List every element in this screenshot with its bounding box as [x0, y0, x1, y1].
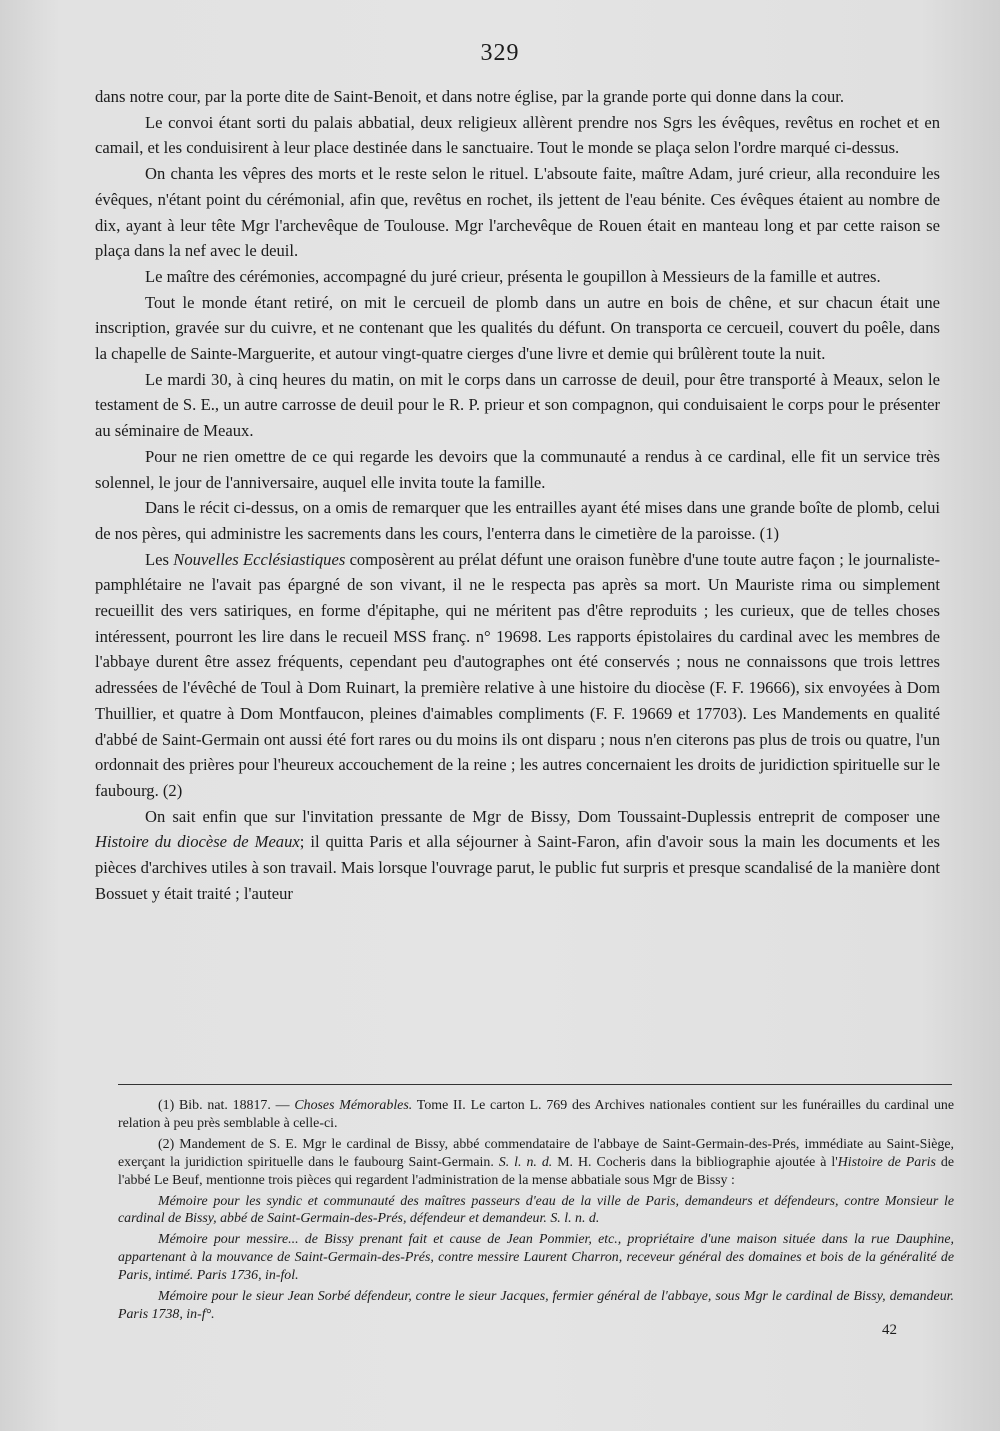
paragraph-7: Pour ne rien omettre de ce qui regarde les devoirs que la communauté a rendus à ce cardinal, elle fit un service très solennel, le jour de l'anniversaire, auquel elle invita toute la famille.: [95, 446, 940, 492]
footnote-2-lead: (2) Mandement de S. E. Mgr le cardinal de Bissy, abbé commendataire de l'abbaye de Saint-Germain-des-Prés, immédiate au Saint-Siège, exerçant la juridiction spirituelle dans le faubourg Saint-Germain.: [118, 1136, 954, 1170]
footnote-1-title: Choses Mémorables.: [294, 1098, 413, 1113]
footnote-2-title: Histoire de Paris: [837, 1154, 936, 1170]
paragraph-4: Le maître des cérémonies, accompagné du juré crieur, présenta le goupillon à Messieurs de la famille et autres.: [145, 266, 881, 286]
paragraph-5: Tout le monde étant retiré, on mit le cercueil de plomb dans un autre en bois de chêne, et sur chacun était une inscription, gravée sur du cuivre, et ne contenant que les qualités du défunt. On transporta ce cercueil, couvert du poêle, dans la chapelle de Sainte-Marguerite, et autour vingt-quatre cierges d'une livre et demie qui brûlèrent toute la nuit.: [95, 292, 940, 364]
footnote-memoire-3: [118, 1288, 954, 1324]
paragraph-8: Dans le récit ci-dessus, on a omis de remarquer que les entrailles ayant été mises dans une grande boîte de plomb, celui de nos pères, qui administre les sacrements dans les cours, l'enterra dans le cimetière de la paroisse. (1): [95, 498, 940, 543]
main-text: [95, 84, 940, 907]
paragraph-9-lead: Les: [145, 549, 174, 569]
footnote-1: [118, 1097, 954, 1133]
footnotes: [118, 1097, 954, 1327]
footnote-memoire-1-text: Mémoire pour les syndic et communauté des maîtres passeurs d'eau de la ville de Paris, demandeurs et défendeurs, contre Monsieur le cardinal de Bissy, abbé de Saint-Germain-des-Prés, défendeur et demandeur. S. l. n. d.: [118, 1193, 954, 1227]
paragraph-9-rest: composèrent au prélat défunt une oraison funèbre d'une toute autre façon ; le journaliste-pamphlétaire ne l'avait pas épargné de son vivant, il ne le respecta pas après sa mort. Un Mauriste rima ou simplement recueillit des vers satiriques, en forme d'épitaphe, qui ne méritent pas d'être reproduits ; les curieux, que de telles choses intéressent, pourront les lire dans le recueil MSS franç. n° 19698. Les rapports épistolaires du cardinal avec les membres de l'abbaye durent être assez fréquents, cependant peu d'autographes ont été conservés ; nous ne connaissons que trois lettres adressées de l'évêché de Toul à Dom Ruinart, la première relative à une histoire du diocèse (F. F. 19666), six envoyées à Dom Thuillier, et quatre à Dom Montfaucon, pleines d'aimables compliments (F. F. 19669 et 17703). Les Mandements en qualité d'abbé de Saint-Germain ont aussi été fort rares ou du moins ils ont disparu ; nous n'en citerons pas plus de trois ou quatre, l'un ordonnait des prières pour l'heureux accouchement de la reine ; les autres concernaient les droits de juridiction spirituelle sur le faubourg. (2): [95, 549, 941, 800]
paragraph-1: dans notre cour, par la porte dite de Saint-Benoit, et dans notre église, par la grande porte qui donne dans la cour.: [95, 87, 845, 106]
paragraph-10: [95, 804, 940, 907]
footnote-1-rest: Tome II. Le carton L. 769 des Archives nationales contient sur les funérailles du cardinal une relation à peu près semblable à celle-ci.: [118, 1098, 954, 1131]
paragraph-10-lead: On sait enfin que sur l'invitation pressante de Mgr de Bissy, Dom Toussaint-Duplessis entreprit de composer une: [145, 806, 940, 826]
page-number: 329: [480, 40, 520, 66]
footnote-2: [118, 1136, 954, 1190]
paragraph-3: On chanta les vêpres des morts et le reste selon le rituel. L'absoute faite, maître Adam, juré crieur, alla reconduire les évêques, n'étant point du cérémonial, afin que, revêtus en rochet, ils jettent de l'eau bénite. Ces évêques étaient au nombre de dix, ayant à leur tête Mgr l'archevêque de Toulouse. Mgr l'archevêque de Rouen était en manteau long et par cette raison se plaça dans la nef avec le deuil.: [95, 164, 940, 261]
footnote-memoire-2: [118, 1231, 954, 1285]
footnote-1-lead: (1) Bib. nat. 18817. —: [158, 1098, 295, 1113]
footnote-2-middle: M. H. Cocheris dans la bibliographie ajoutée à l': [552, 1154, 838, 1170]
footnote-2-rest: de l'abbé Le Beuf, mentionne trois pièces qui regardent l'administration de la mense abbatiale sous Mgr de Bissy :: [118, 1154, 954, 1188]
paragraph-10-rest: ; il quitta Paris et alla séjourner à Saint-Faron, afin d'avoir sous la main les documents et les pièces d'archives utiles à son travail. Mais lorsque l'ouvrage parut, le public fut surpris et presque scandalisé de la manière dont Bossuet y était traité ; l'auteur: [95, 832, 940, 903]
footnote-divider: [118, 1084, 952, 1085]
paragraph-6: Le mardi 30, à cinq heures du matin, on mit le corps dans un carrosse de deuil, pour être transporté à Meaux, selon le testament de S. E., un autre carrosse de deuil pour le R. P. prieur et son compagnon, qui conduisaient le corps pour le présenter au séminaire de Meaux.: [95, 369, 940, 441]
paragraph-2: Le convoi étant sorti du palais abbatial, deux religieux allèrent prendre nos Sgrs les évêques, revêtus en rochet et en camail, et les conduisirent à leur place destinée dans le sanctuaire. Tout le monde se plaça selon l'ordre marqué ci-dessus.: [95, 112, 940, 158]
footnote-memoire-3-text: Mémoire pour le sieur Jean Sorbé défendeur, contre le sieur Jacques, fermier général de l'abbaye, sous Mgr le cardinal de Bissy, demandeur. Paris 1738, in-f°.: [118, 1289, 954, 1322]
signature-mark: 42: [882, 1322, 897, 1338]
paragraph-10-title: Histoire du diocèse de Meaux: [95, 832, 300, 852]
footnote-2-sld: S. l. n. d.: [498, 1154, 553, 1170]
paragraph-9: [95, 547, 940, 804]
paragraph-9-title: Nouvelles Ecclésiastiques: [173, 549, 346, 569]
footnote-memoire-2-text: Mémoire pour messire... de Bissy prenant fait et cause de Jean Pommier, etc., propriétaire d'une maison située dans la rue Dauphine, appartenant à la mouvance de Saint-Germain-des-Prés, contre messire Laurent Charron, receveur général des domaines et bois de la généralité de Paris, intimé. Paris 1736, in-fol.: [118, 1232, 954, 1284]
footnote-memoire-1: [118, 1193, 954, 1229]
